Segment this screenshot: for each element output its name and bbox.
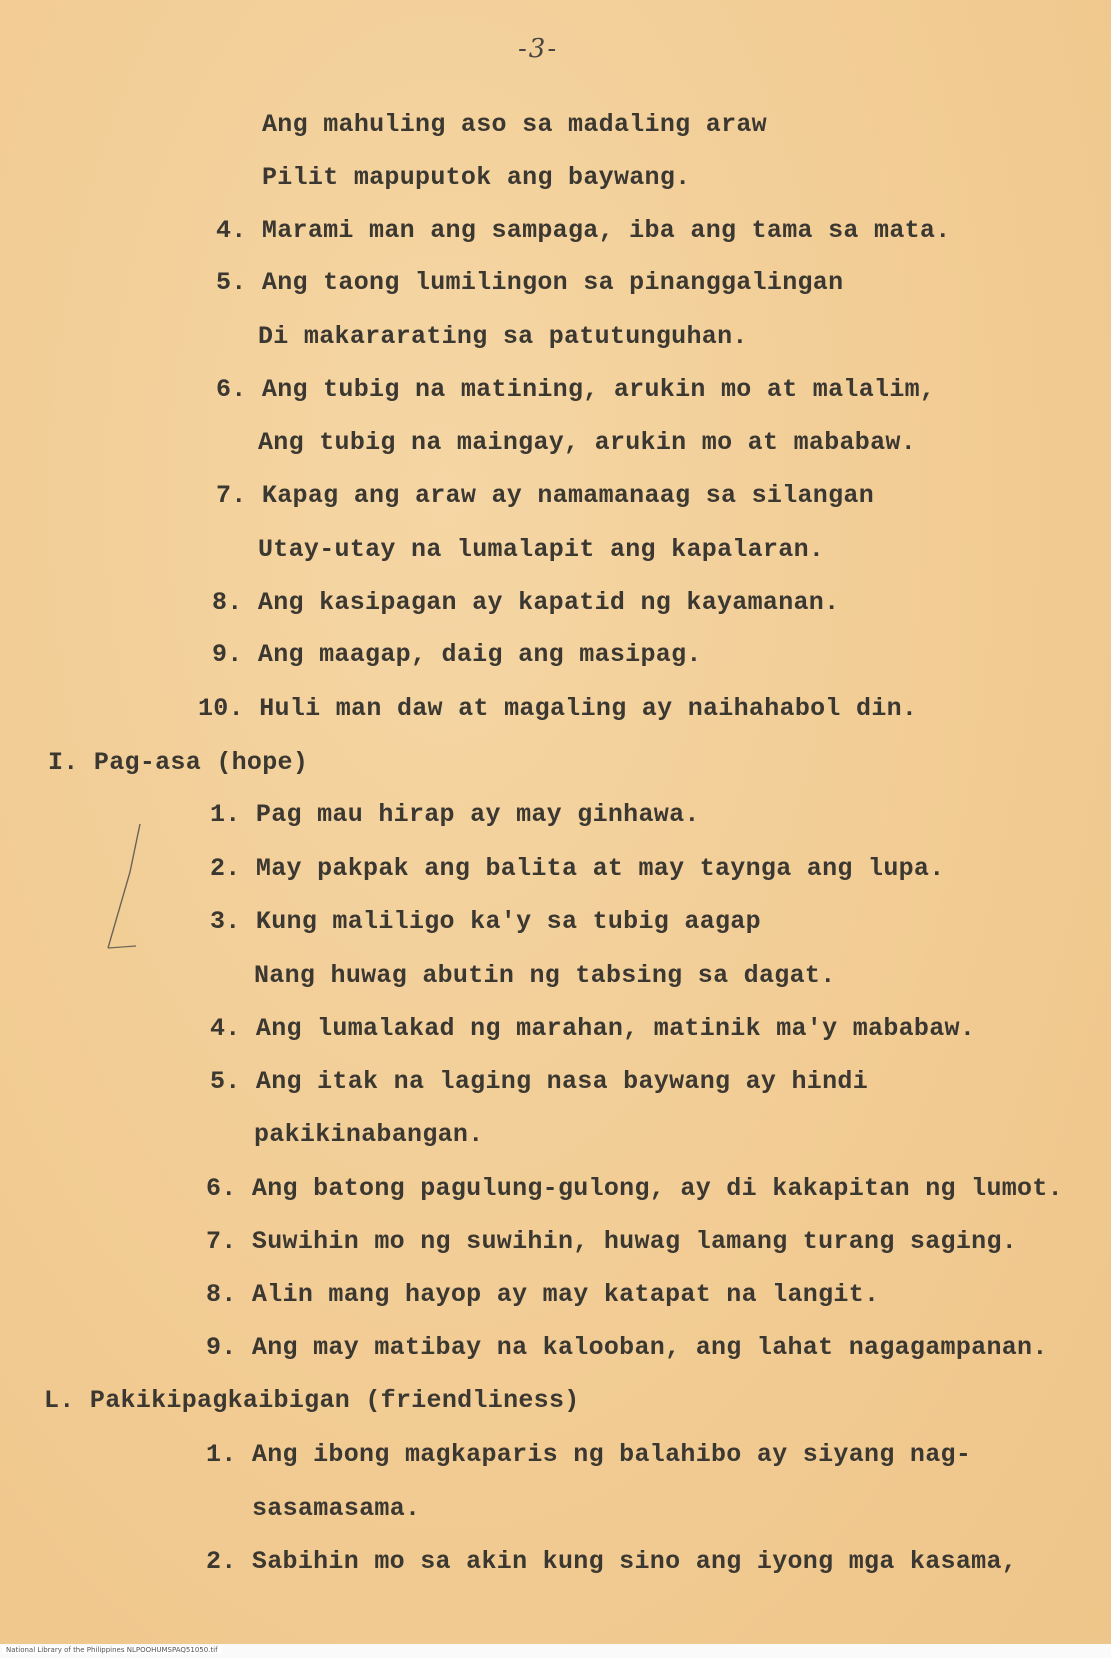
page-number: -3- — [518, 34, 559, 64]
line-27: sasamasama. — [252, 1494, 421, 1523]
line-2: Pilit mapuputok ang baywang. — [262, 163, 691, 192]
line-19: 5. Ang itak na laging nasa baywang ay hindi — [210, 1067, 869, 1096]
line-22: 7. Suwihin mo ng suwihin, huwag lamang turang saging. — [206, 1227, 1018, 1256]
line-5: Di makararating sa patutunguhan. — [258, 322, 748, 351]
line-10: 8. Ang kasipagan ay kapatid ng kayamanan. — [212, 588, 840, 617]
line-6: 6. Ang tubig na matining, arukin mo at malalim, — [216, 375, 936, 404]
line-14: 1. Pag mau hirap ay may ginhawa. — [210, 800, 700, 829]
line-28: 2. Sabihin mo sa akin kung sino ang iyong mga kasama, — [206, 1547, 1018, 1576]
line-18: 4. Ang lumalakad ng marahan, matinik ma'y mababaw. — [210, 1014, 976, 1043]
scan-footer-text: National Library of the Philippines NLPOOHUMSPAQ51050.tif — [2, 1646, 222, 1654]
line-11: 9. Ang maagap, daig ang masipag. — [212, 640, 702, 669]
line-20: pakikinabangan. — [254, 1120, 484, 1149]
line-21: 6. Ang batong pagulung-gulong, ay di kakapitan ng lumot. — [206, 1174, 1063, 1203]
section-heading-friendliness: L. Pakikipagkaibigan (friendliness) — [44, 1386, 580, 1415]
line-16: 3. Kung maliligo ka'y sa tubig aagap — [210, 907, 761, 936]
section-heading-hope: I. Pag-asa (hope) — [48, 748, 309, 777]
line-8: 7. Kapag ang araw ay namamanaag sa silangan — [216, 481, 875, 510]
line-24: 9. Ang may matibay na kalooban, ang lahat nagagampanan. — [206, 1333, 1048, 1362]
line-9: Utay-utay na lumalapit ang kapalaran. — [258, 535, 825, 564]
line-23: 8. Alin mang hayop ay may katapat na langit. — [206, 1280, 880, 1309]
pencil-mark — [100, 820, 150, 950]
line-7: Ang tubig na maingay, arukin mo at mababaw. — [258, 428, 917, 457]
line-12: 10. Huli man daw at magaling ay naihahabol din. — [198, 694, 918, 723]
line-17: Nang huwag abutin ng tabsing sa dagat. — [254, 961, 836, 990]
line-4: 5. Ang taong lumilingon sa pinanggalingan — [216, 268, 844, 297]
line-26: 1. Ang ibong magkaparis ng balahibo ay siyang nag- — [206, 1440, 972, 1469]
line-3: 4. Marami man ang sampaga, iba ang tama sa mata. — [216, 216, 951, 245]
line-15: 2. May pakpak ang balita at may taynga ang lupa. — [210, 854, 945, 883]
line-1: Ang mahuling aso sa madaling araw — [262, 110, 767, 139]
